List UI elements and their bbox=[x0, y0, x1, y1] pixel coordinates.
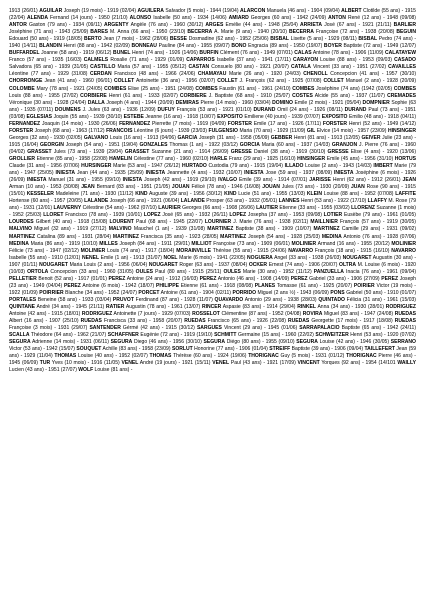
surname: GALVANO bbox=[83, 134, 109, 141]
register-line: (07/02) SEGURA Adrienne (14 mois) - 1931 (06/11) SEGURA Diego (46 ans) - 1956 (30/10) SEGURA Diégo (80 ans) - 1955 (09/10) bbox=[9, 332, 416, 346]
surname: ORTOLA bbox=[27, 268, 49, 275]
register-line: DEMIRAS Pierre (14 mois) - 1960 (03/04) DOMINO Emile (2 mois) - 1921 (05/04) DOMPNIER Sophie (63 ans) - 1935 (07/11) DOUMENS J. bbox=[9, 99, 416, 113]
surname: GRASSET bbox=[27, 148, 52, 155]
surname: NAVARRO bbox=[288, 247, 314, 254]
register-line: CHAMAYAU Marie (26 ans) - 1920 (24/03) CHENOLL Concepcion (41 ans) - 1957 (30/10) CHORRONGE Jean (41 ans) - 1960 (06/01) bbox=[9, 71, 416, 85]
surname: CASADO bbox=[394, 57, 416, 64]
surname: LALANDE bbox=[180, 198, 205, 205]
surname: LOTIER bbox=[323, 212, 343, 219]
surname: ROVIRA bbox=[302, 311, 323, 318]
surname: COMBES bbox=[104, 85, 127, 92]
surname: LOPEZ bbox=[229, 212, 247, 219]
register-line: 1945 (06/09) TUR Yves (10 mois) - 1916 (11/05) VENEL André (19 jours) - 1921 (15/11) VENEL Paul (43 ans) - 1921 (17/09) VINCENT bbox=[9, 360, 320, 367]
surname: SARGUES bbox=[196, 325, 222, 332]
surname: DEMIRAS bbox=[175, 99, 199, 106]
surname: WAILLY bbox=[397, 360, 416, 367]
surname: MALVINO bbox=[108, 226, 132, 233]
register-line: (15/01) KESSELER Madeleine (71 ans) - 1930 (11/12) KIND Auguste (39 ans) - 1956 (30/12) KIND Lucie (51 ans) - 1955 (13/03) KLEIN bbox=[9, 191, 323, 198]
surname: OULES bbox=[135, 268, 154, 275]
surname: DOMPNIER bbox=[362, 99, 390, 106]
surname: HINSINGER bbox=[387, 127, 416, 134]
register-line: (16/03) PEREZ Antonio (46 ans) - 1908 (14/09) PEREZ Gabriel (33 ans) - 1906 (27/09) PEREZ Joseph (23 ans) - 1949 (04/04) PEREZ bbox=[9, 275, 416, 289]
surname: QUINTANE bbox=[9, 303, 35, 310]
surname: RUEDAS bbox=[184, 318, 206, 325]
surname: LAUTIER bbox=[256, 205, 278, 212]
surname: GROLLIER bbox=[9, 155, 36, 162]
register-line: (42 ans) - 1919 (29/10) IVALGO Emile (39 ans) - 1914 (07/01) JARISSE Henri (62 ans) - 1912 (26/01) JEAN Arman (10 ans) - 1953 (30/08) bbox=[9, 177, 416, 191]
surname: RINKEL bbox=[297, 303, 316, 310]
surname: TAILLEFERT bbox=[364, 346, 395, 353]
surname: OLTRA bbox=[339, 261, 357, 268]
surname: LALANDE bbox=[84, 198, 109, 205]
register-line: Claude (31 ans) - 1956 (07/06) HURSINGER Marie (53 ans) - 1947 (26/12) HURTADO Custodia (79 ans) - 1915 (19/04) ILLADO Louise (2 bbox=[9, 163, 327, 170]
register-line: Antoine (42 ans) - 1915 (18/01) RODRIGUEZ Antoinette (7 jours) - 1929 (07/03) ROSSELOT Clémentine (87 ans) - 1952 (04/08) ROVIRA bbox=[9, 311, 323, 318]
surname: STREIFF bbox=[269, 346, 291, 353]
surname: SORLUT bbox=[171, 346, 193, 353]
surname: MORAINVILLE bbox=[176, 247, 211, 254]
surname: ALENDA bbox=[27, 15, 49, 22]
register-line: ans) - 1932 (05/01) LANNES Henri (53 ans) - 1922 (17/10) LLAFFY M. Rose (79 ans) - 1931 (12/01) LAUVERNY Célestine (54 ans) - 1962 bbox=[9, 198, 416, 212]
surname: CORBIERE bbox=[80, 92, 107, 99]
surname: INIESTA bbox=[145, 170, 166, 177]
surname: EXPOSITO bbox=[321, 113, 348, 120]
surname: PRUVOT bbox=[112, 296, 134, 303]
register-line: Léontine (6 jours) - 1939 (23/03) FULGENSIO Maria (70 ans) - 1929 (11/09) GIL Elvice (14 mois) - 1957 (23/09) HINSINGER Georges (32 bbox=[9, 127, 416, 141]
register-line: COLLET Antoinette (36 ans) - 1956 (02/07) COLLET J. François (62 ans) - 1925 (07/08) COLLET Manuel (2 ans) - 1928 (20/09) COLOMBE bbox=[9, 78, 416, 92]
register-line: SEGURA Louise (42 ans) - 1946 (30/05) SERRANO Victor (53 ans) - 1942 (15/07) SOUQUET Achille (83 ans) - 1958 (23/09) SORLUT bbox=[9, 339, 416, 353]
surname: HAMELIN bbox=[109, 155, 133, 162]
surname: MEDINA bbox=[9, 240, 29, 247]
register-line: GEIVER Julie (23 ans) - 1915 (16/04) GEORGIN Joseph (54 ans) - 1951 (19/04) GONZALES Thomas (1 an) - 1922 (03/12) GORCIA Maria bbox=[9, 134, 416, 148]
surname: RUEDAS bbox=[394, 311, 416, 318]
surname: ALBERT bbox=[341, 8, 362, 14]
surname: GRASSET bbox=[124, 148, 150, 155]
surname: COLOMBE bbox=[9, 85, 35, 92]
register-line: AMIARD Georges (60 ans) - 1942 (24/09) ANTON René (12 ans) - 1948 (09/08) ANTOR Gaston (79 ans) - 1934 (09/11) ARGENTY Angèle bbox=[9, 15, 416, 29]
register-line: Antoine (6 mois) - 1942 (18/07) PHILIPPE Etienne (61 ans) - 1918 (08/08) PLANES Tomasse (61 ans) - 1925 (20/07) POIRIER Victor (19 bbox=[82, 282, 399, 289]
surname: ARRIETA bbox=[299, 22, 323, 29]
surname: SCHWEITZER bbox=[315, 332, 349, 339]
surname: FERNANDEZ bbox=[119, 120, 151, 127]
surname: COMBES bbox=[393, 85, 416, 92]
surname: LANNES bbox=[278, 198, 300, 205]
surname: TUR bbox=[39, 360, 51, 367]
surname: COSTES bbox=[292, 92, 313, 99]
surname: HURTADO bbox=[181, 163, 207, 170]
surname: BARLIER bbox=[393, 22, 416, 29]
register-line: (09/07) BONO Engracia (89 ans) - 1950 (19/07) BOYER Baptiste (72 ans) - 1949 (12/07) BUFFARDEL Joanne (58 ans) - 1919 (06/12) bbox=[9, 43, 416, 57]
register-line: Honorine (77 ans) - 1906 (01/04) STREIFF Baptiste (39 ans) - 1906 (09/04) TAILLEFERT Jean (59 ans) - 1929 (11/04) THOMAS Louise (40 bbox=[9, 346, 416, 360]
surname: MILLIOT bbox=[191, 240, 212, 247]
register-line: ans) - 1943 (14/03) IMBERT Marie (79 ans) - 1947 (25/05) INIESTA Jean (44 ans) - 1935 (25/09) INIESTA Jeannette (4 ans) - 1932 (10/07) bbox=[9, 163, 416, 177]
surname: LLORET bbox=[43, 212, 64, 219]
surname: KESSELER bbox=[26, 191, 54, 198]
surname: CERDAN bbox=[90, 71, 112, 78]
register-line: NOUGARET Maria Louis (2 ans) - 1956 (06/04) NOUGARET Roger (63 ans) - 1937 (08/04) OCKER Ernest (74 ans) - 1906 (20/07) OLTRA bbox=[39, 261, 357, 268]
surname: LLAFFY bbox=[367, 198, 387, 205]
register-line: ans) - 1952 (02/07) THOMAS Thérèse (60 ans) - 1924 (19/06) THORIGNAC Guy (5 mois) - 1931 (01/12) THORIGNAC Pierre (46 ans) - bbox=[103, 353, 416, 360]
surname: PHILIPPE bbox=[155, 282, 179, 289]
surname: GEBBER bbox=[270, 134, 293, 141]
surname: JOUAN bbox=[171, 184, 190, 191]
surname: RUEDAS bbox=[287, 318, 310, 325]
surname: THORIGNAC bbox=[346, 353, 377, 360]
register-line: Louise (88 ans) - 1952 (07/08) LAFFITE Hortense (60 ans) - 1957 (20/05) LALANDE Joseph (66 ans) - 1921 (06/04) LALANDE Prosper (63 bbox=[9, 191, 416, 205]
death-register-text bbox=[9, 8, 416, 596]
surname: PEREZ bbox=[290, 275, 308, 282]
surname: COLLET bbox=[113, 78, 135, 85]
surname: LAUVERNY bbox=[53, 205, 82, 212]
surname: BONO bbox=[231, 43, 247, 50]
surname: ARGES bbox=[205, 22, 224, 29]
surname: SEGURA bbox=[203, 339, 226, 346]
surname: MOLINIER bbox=[291, 240, 317, 247]
register-line: Mary (78 ans) - 1921 (24/05) COMBES Elise (25 ans) - 1951 (24/08) COMBES Faustin (61 ans) - 1961 (24/10) COMBES Joséphine (74 ans) bbox=[36, 85, 360, 92]
surname: QUAVARDO bbox=[214, 296, 244, 303]
surname: RUEDAS bbox=[394, 318, 416, 325]
surname: JEAN bbox=[402, 177, 416, 184]
surname: NOEL bbox=[163, 254, 178, 261]
surname: HORTUS bbox=[394, 155, 416, 162]
surname: ALARCON bbox=[240, 8, 266, 14]
surname: SCHAFFNER bbox=[107, 332, 139, 339]
surname: CALAS bbox=[294, 50, 312, 57]
surname: SARRAPALACIO bbox=[299, 325, 340, 332]
register-line: (25/07) COSTES Alcide (55 ans) - 1937 (11/07) CREMADES Véronique (30 ans) - 1928 (24/04) DALLA Joseph (4 ans) - 1944 (20/09) bbox=[9, 92, 416, 106]
surname: NOUGARET bbox=[39, 261, 68, 268]
register-line: mois) - 1922 (01/09) POIRRIER Blanche (34 ans) - 1952 (24/07) PORCET Antoine (61 ans) - 1904 (02/11) PORRIDO Miguel (2 ans ½) - 1943 bbox=[9, 282, 416, 296]
surname: SERRANO bbox=[390, 339, 416, 346]
surname: BESSE bbox=[169, 36, 188, 43]
surname: JARISSE bbox=[309, 177, 331, 184]
register-line: (02/11) MAILLNIER François (57 ans) - 1919 (30/05) MALVINO Miguel (32 ans) - 1919 (27/12) MALVINO Mauchel (1 an) - 1939 (31/08) bbox=[9, 219, 416, 233]
surname: CHAMAYAU bbox=[197, 71, 227, 78]
surname: ESTEBE bbox=[123, 113, 144, 120]
register-line: Maria (86 ans) - 1919 (10/10) MILLES Joseph (84 ans) - 1911 (29/01) MILLIOT Françoise (73 ans) - 1909 (06/01) MOLINIER Armand (16 bbox=[30, 240, 345, 247]
register-line: MARTINEZ Baptiste (38 ans) - 1909 (10/07) MARTINEZ Camille (29 ans) - 1931 (09/02) MARTINEZ Catalina (89 ans) - 1931 (28/04) bbox=[9, 226, 416, 240]
surname: RINCER bbox=[201, 303, 222, 310]
register-line: ans) - 1953 (09/03) CASADO Salvadora (65 ans) - 1939 (31/05) CASTILLO Maria (57 ans) - 1955 (05/12) CASTAN Consuelo (80 ans) - 1921 bbox=[9, 57, 416, 71]
surname: ALONSO bbox=[129, 15, 152, 22]
surname: AGUILERA bbox=[137, 8, 164, 14]
surname: QUINTADO bbox=[318, 296, 345, 303]
surname: CAPARROS bbox=[186, 57, 215, 64]
surname: NOGUERA bbox=[247, 254, 273, 261]
surname: IVALGO bbox=[218, 177, 238, 184]
surname: INIESTA bbox=[55, 170, 76, 177]
surname: COLLET bbox=[323, 78, 344, 85]
surname: POIRIER bbox=[353, 282, 375, 289]
register-line: (5 ans) - 1929 (08/11) BISBAL Pedro (74 ans) - 1940 (14/11) BLANDIN Henri (88 ans) - 1942 (02/09) BONNEAU Pauline (84 ans) - 1955 bbox=[9, 36, 416, 50]
register-line: ans) - 1952 (11/12) PANZUELLA Inacia (76 ans) - 1961 (09/04) PELLETIER Benoit (52 ans) - 1917 (01/01) PEREZ Antoine (24 ans) - 1912 bbox=[9, 268, 416, 282]
surname: LOPEZ bbox=[143, 212, 161, 219]
surname: OULES bbox=[223, 268, 241, 275]
surname: LOURDES bbox=[9, 219, 34, 226]
surname: BONNEAU bbox=[131, 43, 157, 50]
surname: KIND bbox=[224, 191, 237, 198]
register-line: BUNEL Henri (74 ans) - 1926 (14/06) BURFIN Clément (76 ans) - 1949 (07/01) CALAS Antoine (78 ans) - 1906 (11/09) CALATAYEW bbox=[113, 50, 416, 57]
surname: MARTINEZ bbox=[112, 233, 139, 240]
surname: HARLE bbox=[209, 155, 228, 162]
register-line: 1913 (26/01) AGUILAR Joseph (19 mois) - 1919 (02/04) AGUILERA Salvador (5 mois) - 1944 (19/04) ALARCON Manuela (46 ans) - 1904 bbox=[9, 8, 323, 14]
register-line: (20/07) CATALA Vincent (33 ans) - 1951 (27/02) CAVAILLES Léontine (77 ans) - 1929 (31/08) CERDAN Francisco (48 ans) - 1966 (24/06) bbox=[9, 64, 416, 78]
surname: FRANCOIS bbox=[106, 127, 133, 134]
surname: FORSTER bbox=[227, 120, 252, 127]
register-line: - 1926 (22/08) RUEDAS Georgette (17 mois) - 1917 (18/08) RUEDAS Françoise (3 mois) - 1931 (29/07) SANTENDER Gérmé (42 ans) - bbox=[9, 318, 416, 332]
surname: DURAND bbox=[344, 106, 367, 113]
surname: GRESSE bbox=[230, 148, 252, 155]
surname: MAILLNIER bbox=[310, 219, 338, 226]
surname: THOMAS bbox=[54, 353, 77, 360]
surname: FORSTER bbox=[9, 127, 34, 134]
surname: COLLET bbox=[217, 78, 238, 85]
register-line: (1942 (02/05) COMBES Louis (88 ans) - 1955 (27/02) CORBIERE Henri (61 ans) - 1933 (02/07) CORBIERE J. Baptiste (68 ans) - 1910 bbox=[9, 85, 416, 99]
surname: EXPOSITO bbox=[217, 113, 243, 120]
surname: RATIER bbox=[106, 303, 125, 310]
surname: ROSSELOT bbox=[192, 311, 220, 318]
surname: PEREZ bbox=[381, 275, 399, 282]
surname: BLANDIN bbox=[39, 43, 62, 50]
register-line: FORSTER Emile (17 ans) - 1926 (17/11) FORSTER Henri (52 ans) - 1949 (14/12) FORSTER Joseph (68 ans) - 1963 (17/12) FRANCOIS bbox=[9, 120, 416, 134]
surname: SCALLA bbox=[9, 332, 30, 339]
surname: PEREZ bbox=[64, 282, 81, 289]
surname: ANTON bbox=[328, 15, 346, 22]
surname: EGLESIAS bbox=[26, 113, 53, 120]
surname: SANTENDER bbox=[89, 325, 121, 332]
register-line: JEAN Bernard (83 ans) - 1951 (21/05) JOUAN Félicé (78 ans) - 1946 (16/08) JOUAN Jules (73 ans) - 1930 (20/09) JUAN Rose (90 ans) - 1915 bbox=[81, 184, 416, 191]
surname: PEREZ bbox=[108, 275, 126, 282]
surname: FORSTER bbox=[322, 120, 347, 127]
register-line: (06/09) PONS Gabriel (50 ans) - 1910 (01/07) PORTALES Beneine (58 ans) - 1933 (03/04) PRUVOT Ferdinand (87 ans) - 1928 (11/07) bbox=[9, 289, 416, 303]
surname: BECERRA bbox=[187, 29, 213, 36]
surname: RODRIGUEZ bbox=[81, 311, 113, 318]
surname: BECERRA bbox=[288, 29, 314, 36]
surname: VENEL bbox=[121, 360, 139, 367]
surname: MARTINEZ bbox=[220, 233, 247, 240]
surname: PONS bbox=[330, 289, 345, 296]
surname: PELLETIER bbox=[9, 275, 37, 282]
register-line: MARTINEZ Francisca (35 ans) - 1923 (28/05) MARTINEZ Joseph (54 ans) - 1928 (25/03) MEDINA Antonio (76 ans) - 1928 (07/06) MEDINA bbox=[9, 233, 416, 247]
surname: COMBES bbox=[195, 85, 218, 92]
register-line: BEGUIN Edouard (50 ans) - 1919 (18/05) BERTO Jean (7 mois) - 1962 (28/06) BESSE Dosmadine (62 ans) - 1952 (25/06) BISBAL Lisette bbox=[9, 29, 416, 43]
surname: SEGURA bbox=[296, 339, 318, 346]
surname: PEREZ bbox=[199, 275, 217, 282]
surname: CREMADES bbox=[387, 92, 416, 99]
surname: GRANJON bbox=[331, 141, 358, 148]
surname: MALVINO bbox=[9, 226, 32, 233]
register-line: ans) - 1961 (01/05) LOURDES Gilbert (40 ans) - 1918 (15/08) LOURENT Paul (68 ans) - 1945 (22/07) LOURNIER J. Marie (76 ans) - 1938 bbox=[9, 212, 416, 226]
surname: ILLADO bbox=[284, 163, 304, 170]
surname: DOUMENS bbox=[54, 106, 81, 113]
register-line: ans) - 1955 (20/12) MOLINIER Félicie (73 ans) - 1947 (02/12) MOLINIER Louis (74 ans) - 1917 (18/04) MORAINVILLE Thérèse (55 ans) - bbox=[9, 240, 416, 254]
surname: HURSINGER bbox=[81, 163, 112, 170]
surname: OCKER bbox=[248, 261, 268, 268]
surname: JOUAN bbox=[262, 184, 280, 191]
surname: ANTOR bbox=[9, 22, 27, 29]
register-line: (07/10) LAURIER Georges (66 ans) - 1908 (26/06) LAUTIER Etienne (33 ans) - 1955 (03/02) LLORENZ Suzanne (1 mois) - 1952 (25/03) bbox=[9, 205, 416, 219]
surname: DOMINO bbox=[272, 99, 293, 106]
surname: JEAN bbox=[81, 184, 95, 191]
surname: CHENOLL bbox=[303, 71, 328, 78]
surname: GIL bbox=[306, 127, 316, 134]
register-line: RATIER Augustin (78 ans) - 1961 (13/07) RINCER Aspasie (83 ans) - 1914 (29/04) RINKEL Anna (34 ans) - 1930 (28/01) RODRIGUEZ bbox=[106, 303, 416, 310]
register-line: Miguel (83 ans) - 1947 (24/08) RUEDAS Albert (16 ans) - 1907 (25/10) RUEDAS Francisca (33 ans) - 1958 (20/07) RUEDAS Francisco (65 ans) bbox=[9, 311, 416, 325]
surname: DALLA bbox=[87, 99, 105, 106]
surname: DURAND bbox=[253, 106, 276, 113]
surname: BUNEL bbox=[113, 50, 131, 57]
register-line: 1915 (30/12) SARGUES Vincent (29 ans) - 1945 (01/06) SARRAPALACIO Baptiste (65 ans) - 1942 (24/11) SCALLA Théodore (64 ans) - 1962 bbox=[9, 325, 416, 339]
surname: VINCENT bbox=[297, 360, 320, 367]
surname: FULGENSIO bbox=[208, 127, 238, 134]
surname: GEIVER bbox=[361, 134, 381, 141]
surname: RUEDAS bbox=[80, 318, 102, 325]
surname: CAVAILLES bbox=[388, 64, 416, 71]
surname: GRESSE bbox=[327, 148, 349, 155]
surname: PORRIDO bbox=[232, 289, 257, 296]
surname: CASTAN bbox=[188, 64, 210, 71]
register-line: (76 ans) - 1960 (30/12) ARGES Emélie (44 ans) - 1948 (25/04) ARRIETA José (67 ans) - 1921 (21/11) BARLIER Joséphine (71 ans) - 1943 bbox=[9, 22, 416, 36]
register-line: 1915 (24/06) NAVARRO François (18 ans) - 1915 (16/10) NAVARRO Isabelle (55 ans) - 1910 (12/01) NENEL Emile (1 an) - 1913 (31/07) bbox=[9, 247, 416, 261]
register-line: (25/09) BARES M. Anna (66 ans) - 1950 (23/10) BECERRA A. Marie (9 ans) - 1940 (20/10) BECERRA Françoise (72 ans) - 1938 (20/08) bbox=[72, 29, 395, 36]
surname: NAVARRO bbox=[391, 247, 416, 254]
surname: CARAYON bbox=[292, 57, 319, 64]
register-line: EXPOSITO Emilio (48 ans) - 1918 (04/11) FERNANDEZ Joaquin (14 mois) - 1930 (26/06) FERNANDEZ Pierrette (7 mois) - 1919 (04/09) bbox=[9, 113, 416, 127]
register-line: LLORET Francisco (78 ans) - 1939 (10/01) LOPEZ José (65 ans) - 1932 (26/11) LOPEZ Josepha (37 ans) - 1953 (09/08) LOTIER Eusèbe (79 bbox=[43, 212, 371, 219]
surname: PLANES bbox=[254, 282, 276, 289]
register-line: Jules (63 ans) - 1936 (12/09) DUFUY François (53 ans) - 1921 (01/10) DURAND Omil (24 ans) - 1926 (08/11) DURAND Paul (73 ans) - 1951 bbox=[88, 106, 416, 113]
surname: LOURNIER bbox=[204, 219, 232, 226]
surname: THOMAS bbox=[149, 353, 172, 360]
surname: SOUQUET bbox=[76, 346, 102, 353]
surname: AGUILAR bbox=[39, 8, 63, 14]
surname: WOLF bbox=[78, 367, 94, 374]
surname: KIND bbox=[135, 191, 148, 198]
surname: NOUGARET bbox=[148, 261, 178, 268]
surname: VENEL bbox=[212, 360, 230, 367]
surname: SEGURA bbox=[9, 339, 31, 346]
surname: MOLINIER bbox=[391, 240, 416, 247]
surname: CHORRONGE bbox=[9, 78, 43, 85]
surname: INIESTA bbox=[26, 177, 47, 184]
surname: BEGUIN bbox=[396, 29, 416, 36]
surname: JUAN bbox=[350, 184, 365, 191]
surname: DUFUY bbox=[157, 106, 175, 113]
register-line: NOEL Marie (6 mois) - 1941 (22/05) NOGUERA Angel (33 ans) - 1938 (26/03) NOUGARET Augustin (30 ans) - 1907 (01/11) bbox=[9, 254, 416, 268]
surname: FERNANDEZ bbox=[9, 120, 41, 127]
surname: BERTO bbox=[84, 36, 102, 43]
surname: MARTINEZ bbox=[313, 226, 340, 233]
surname: MILLES bbox=[99, 240, 118, 247]
surname: CALATAYEW bbox=[385, 50, 416, 57]
register-line: INIESTA Jose (59 ans) - 1937 (08/09) INIESTA Joséphine (6 mois) - 1926 (26/09) INIESTA Manuel (31 ans) - 1955 (09/10) INIESTA Joseph bbox=[9, 170, 416, 184]
register-line: (60 ans) - 1937 (14/03) GRANJON J. Pierre (76 ans) - 1960 (04/02) GRASSET Jules (73 ans) - 1939 (29/04) GRASSET Suzanne (21 ans) - bbox=[9, 141, 416, 155]
surname: MARTINEZ bbox=[207, 226, 234, 233]
surname: NOUGARET bbox=[342, 254, 372, 261]
surname: LAURIER bbox=[158, 205, 181, 212]
surname: CORBIERE bbox=[179, 92, 207, 99]
register-line: Franco (57 ans) - 1935 (16/03) CALMELS Rosalie (71 ans) - 1929 (01/09) CAPARROS Isabelle (37 ans) - 1941 (17/11) CARAYON Louise (88 bbox=[9, 57, 345, 64]
surname: BUFFARDEL bbox=[9, 50, 40, 57]
surname: BOYER bbox=[323, 43, 342, 50]
register-line: QUAVARDO Antonio (29 ans) - 1938 (28/03) QUINTADO Félicia (31 ans) - 1961 (15/03) QUINTANE André (34 ans) - 1945 (21/11) bbox=[9, 296, 416, 310]
surname: LLORENZ bbox=[351, 205, 375, 212]
surname: PORTALES bbox=[9, 296, 37, 303]
surname: GEORGIN bbox=[40, 141, 64, 148]
surname: MARTINEZ bbox=[9, 233, 36, 240]
surname: INIESTA bbox=[122, 177, 143, 184]
surname: BURFIN bbox=[199, 50, 219, 57]
surname: INIESTA bbox=[333, 170, 354, 177]
surname: MEDINA bbox=[321, 233, 342, 240]
surname: RODRIGUEZ bbox=[385, 303, 416, 310]
surname: PORCET bbox=[138, 289, 160, 296]
surname: AMIARD bbox=[228, 15, 249, 22]
surname: PANZUELLA bbox=[313, 268, 344, 275]
register-line: (03/08) EGLESIAS Joquin (55 ans) - 1939 (30/10) ESTEBE Jeanne (16 ans) - 1918 (10/07) EXPOSITO Emiliene (40 jours) - 1939 (07/07) bbox=[9, 113, 321, 120]
register-line: M. Louise (6 mois) - 1920 (10/03) ORTOLA Concepcion (33 ans) - 1960 (31/05) OULES Paul (80 ans) - 1915 (25/11) OULES Marie (30 bbox=[9, 261, 416, 275]
surname: MOLINIER bbox=[80, 247, 106, 254]
surname: SEGURA bbox=[110, 339, 133, 346]
surname: GARCIA bbox=[177, 134, 198, 141]
surname: NENEL bbox=[81, 254, 100, 261]
surname: GONZALES bbox=[139, 141, 168, 148]
register-line: HAMELIN Célestine (77 ans) - 1960 (02/10) HARLE Franz (29 ans) - 1925 (16/10) HINSINGER Emile (45 ans) - 1956 (31/10) HORTUS bbox=[109, 155, 416, 162]
surname: GORCIA bbox=[239, 141, 260, 148]
surname: SCHMITT bbox=[214, 332, 237, 339]
surname: HINSINGER bbox=[297, 155, 326, 162]
surname: KLEIN bbox=[306, 191, 323, 198]
register-line: ans) - 1930 (02/05) GALVANO Louis (16 ans) - 1913 (04/06) GARCIA Joseph (31 ans) - 1958 (05/09) GEBBER Henri (81 ans) - 1913 (12/05) bbox=[38, 134, 360, 141]
register-line: Yorques (92 ans) - 1954 (14/101 WAILLY Lucien (43 ans) - 1951 (27/07) WOLF Louise (81 ans) - bbox=[9, 360, 416, 374]
surname: COMBES bbox=[292, 85, 315, 92]
surname: CALMELS bbox=[83, 57, 109, 64]
surname: IMBERT bbox=[373, 163, 393, 170]
register-line: 1914 (26/09) GRESSE Daniel (38 ans) - 1919 (30/10) GRESSE Elise (4 ans) - 1920 (13/06) GROLLIER Etienne (85 ans) - 1958 (22/08) bbox=[9, 148, 416, 162]
surname: LOURENT bbox=[109, 219, 134, 226]
surname: BISBAL bbox=[358, 36, 378, 43]
surname: THORIGNAC bbox=[248, 353, 279, 360]
surname: POIRRIER bbox=[39, 289, 64, 296]
surname: CATALA bbox=[290, 64, 311, 71]
surname: CASTILLO bbox=[90, 64, 116, 71]
register-line: (21/07) SCHAFFNER Eugénie (72 ans) - 1919 (19/10) SCHMITT Germaine (15 ans) - 1960 (22/02) SCHWEITZER Henri (53 ans) - 1920 bbox=[90, 332, 399, 339]
surname: LAFFITE bbox=[395, 191, 416, 198]
surname: BISBAL bbox=[270, 36, 289, 43]
surname: ARGENTY bbox=[103, 22, 129, 29]
register-line: (09/04) ALBERT Clotilde (55 ans) - 1915 (22/04) ALENDA Fernand (14 jours) - 1950 (21/10) ALONSO Isabelle (50 ans) - 1934 (14/06) bbox=[9, 8, 416, 22]
surname: INIESTA bbox=[244, 170, 264, 177]
surname: BARES bbox=[90, 29, 108, 36]
